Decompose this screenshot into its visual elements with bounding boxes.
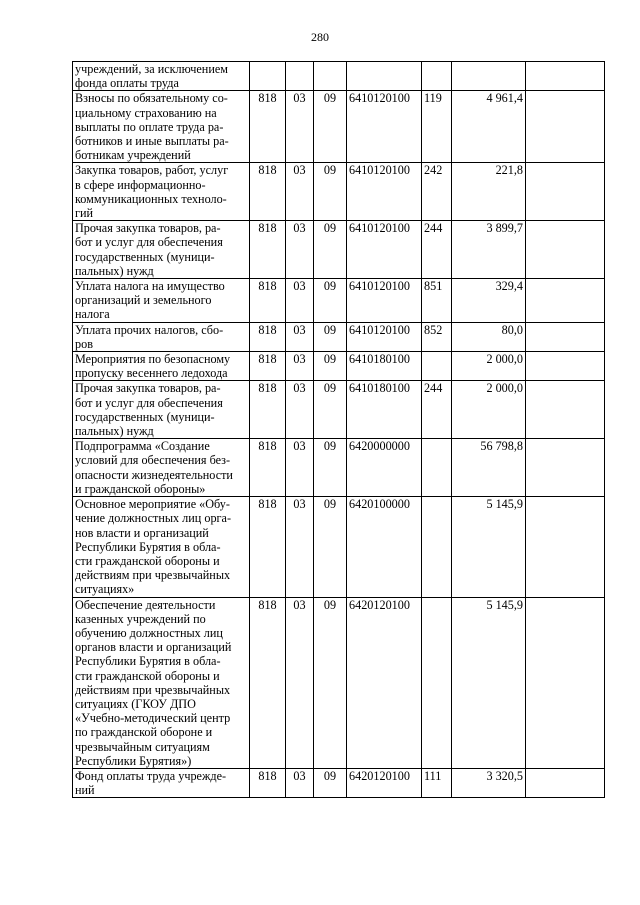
table-row	[73, 62, 605, 91]
section-code-cell: 03	[286, 163, 314, 221]
description-line: пальных) нужд	[75, 424, 154, 439]
description-line: пропуску весеннего ледохода	[75, 366, 228, 381]
description-cell	[73, 322, 250, 351]
empty-trailing-cell	[526, 497, 605, 597]
section-code-cell: 03	[286, 597, 314, 768]
table-row	[73, 221, 605, 279]
empty-trailing-cell	[526, 597, 605, 768]
subsection-code-cell: 09	[314, 439, 347, 497]
amount-cell: 3 899,7	[452, 221, 526, 279]
grbs-code-cell: 818	[250, 768, 286, 797]
subsection-code-cell: 09	[314, 91, 347, 163]
expense-type-code-cell	[422, 497, 452, 597]
target-article-code-cell: 6420120100	[347, 768, 422, 797]
description-line: ров	[75, 336, 93, 351]
subsection-code-cell: 09	[314, 163, 347, 221]
description-line: налога	[75, 307, 110, 322]
description-line: «Учебно-методический центр	[75, 711, 231, 726]
section-code-cell: 03	[286, 381, 314, 439]
target-article-code-cell: 6410180100	[347, 352, 422, 381]
description-line: условий для обеспечения без-	[75, 453, 231, 468]
expense-type-code-cell	[422, 597, 452, 768]
description-line: учреждений, за исключением	[75, 62, 228, 76]
section-code-cell	[286, 62, 314, 91]
empty-trailing-cell	[526, 768, 605, 797]
amount-cell: 3 320,5	[452, 768, 526, 797]
subsection-code-cell	[314, 62, 347, 91]
amount-cell: 2 000,0	[452, 381, 526, 439]
description-line: обучению должностных лиц	[75, 625, 223, 640]
description-line: пальных) нужд	[75, 263, 154, 278]
expense-type-code-cell: 851	[422, 279, 452, 323]
description-line: организаций и земельного	[75, 293, 212, 308]
amount-cell: 2 000,0	[452, 352, 526, 381]
page-number: 280	[311, 30, 329, 44]
table-row	[73, 322, 605, 351]
table-row	[73, 381, 605, 439]
amount-cell	[452, 62, 526, 91]
subsection-code-cell: 09	[314, 768, 347, 797]
description-line: коммуникационных техноло-	[75, 191, 227, 206]
description-line: фонда оплаты труда	[75, 76, 179, 91]
description-cell	[73, 91, 250, 163]
table-row	[73, 352, 605, 381]
description-line: Прочая закупка товаров, ра-	[75, 221, 221, 236]
amount-cell: 4 961,4	[452, 91, 526, 163]
table-row	[73, 163, 605, 221]
description-line: ситуациях (ГКОУ ДПО	[75, 696, 196, 711]
description-line: сти гражданской обороны и	[75, 553, 220, 568]
description-line: государственных (муници-	[75, 409, 215, 424]
grbs-code-cell	[250, 62, 286, 91]
expense-type-code-cell	[422, 352, 452, 381]
description-line: Республики Бурятия»)	[75, 753, 192, 768]
target-article-code-cell: 6410120100	[347, 221, 422, 279]
grbs-code-cell: 818	[250, 439, 286, 497]
grbs-code-cell: 818	[250, 279, 286, 323]
description-line: гий	[75, 206, 94, 221]
subsection-code-cell: 09	[314, 352, 347, 381]
target-article-code-cell: 6410120100	[347, 91, 422, 163]
description-cell	[73, 279, 250, 323]
section-code-cell: 03	[286, 221, 314, 279]
table-row	[73, 439, 605, 497]
amount-cell: 329,4	[452, 279, 526, 323]
empty-trailing-cell	[526, 279, 605, 323]
section-code-cell: 03	[286, 322, 314, 351]
description-line: нов власти и организаций	[75, 525, 209, 540]
description-cell	[73, 352, 250, 381]
description-line: казенных учреждений по	[75, 611, 206, 626]
table-row	[73, 497, 605, 597]
grbs-code-cell: 818	[250, 163, 286, 221]
target-article-code-cell: 6410180100	[347, 381, 422, 439]
amount-cell: 80,0	[452, 322, 526, 351]
description-cell	[73, 381, 250, 439]
target-article-code-cell: 6410120100	[347, 322, 422, 351]
section-code-cell: 03	[286, 279, 314, 323]
description-cell	[73, 597, 250, 768]
empty-trailing-cell	[526, 381, 605, 439]
empty-trailing-cell	[526, 221, 605, 279]
subsection-code-cell: 09	[314, 381, 347, 439]
target-article-code-cell: 6410120100	[347, 279, 422, 323]
description-cell	[73, 439, 250, 497]
budget-table-body	[73, 62, 605, 798]
description-line: ний	[75, 783, 95, 798]
grbs-code-cell: 818	[250, 352, 286, 381]
description-line: в сфере информационно-	[75, 177, 206, 192]
section-code-cell: 03	[286, 497, 314, 597]
description-line: Взносы по обязательному со-	[75, 91, 228, 106]
target-article-code-cell: 6410120100	[347, 163, 422, 221]
amount-cell: 5 145,9	[452, 597, 526, 768]
description-line: Республики Бурятия в обла-	[75, 654, 221, 669]
expense-type-code-cell: 852	[422, 322, 452, 351]
description-line: Республики Бурятия в обла-	[75, 539, 221, 554]
target-article-code-cell: 6420100000	[347, 497, 422, 597]
description-line: выплаты по оплате труда ра-	[75, 119, 224, 134]
description-line: сти гражданской обороны и	[75, 668, 220, 683]
table-row	[73, 597, 605, 768]
grbs-code-cell: 818	[250, 597, 286, 768]
description-line: Обеспечение деятельности	[75, 597, 216, 612]
subsection-code-cell: 09	[314, 497, 347, 597]
description-line: органов власти и организаций	[75, 640, 232, 655]
grbs-code-cell: 818	[250, 322, 286, 351]
description-line: ситуациях»	[75, 582, 135, 597]
grbs-code-cell: 818	[250, 91, 286, 163]
section-code-cell: 03	[286, 439, 314, 497]
description-cell	[73, 497, 250, 597]
description-line: Основное мероприятие «Обу-	[75, 497, 230, 512]
target-article-code-cell	[347, 62, 422, 91]
target-article-code-cell: 6420120100	[347, 597, 422, 768]
description-line: Прочая закупка товаров, ра-	[75, 381, 221, 396]
description-line: по гражданской обороне и	[75, 725, 213, 740]
description-line: ботникам учреждений	[75, 148, 191, 163]
amount-cell: 5 145,9	[452, 497, 526, 597]
empty-trailing-cell	[526, 352, 605, 381]
description-cell	[73, 221, 250, 279]
description-line: опасности жизнедеятельности	[75, 467, 233, 482]
description-line: Подпрограмма «Создание	[75, 439, 210, 454]
table-row	[73, 279, 605, 323]
amount-cell: 56 798,8	[452, 439, 526, 497]
description-line: Уплата прочих налогов, сбо-	[75, 322, 224, 337]
expense-type-code-cell	[422, 439, 452, 497]
empty-trailing-cell	[526, 439, 605, 497]
description-line: чрезвычайным ситуациям	[75, 739, 210, 754]
grbs-code-cell: 818	[250, 497, 286, 597]
subsection-code-cell: 09	[314, 221, 347, 279]
section-code-cell: 03	[286, 352, 314, 381]
grbs-code-cell: 818	[250, 381, 286, 439]
empty-trailing-cell	[526, 62, 605, 91]
description-line: Мероприятия по безопасному	[75, 352, 231, 367]
description-line: действиям при чрезвычайных	[75, 682, 231, 697]
description-cell	[73, 768, 250, 797]
expense-type-code-cell: 111	[422, 768, 452, 797]
description-line: действиям при чрезвычайных	[75, 568, 231, 583]
subsection-code-cell: 09	[314, 322, 347, 351]
description-cell	[73, 62, 250, 91]
expense-type-code-cell: 242	[422, 163, 452, 221]
table-row	[73, 91, 605, 163]
subsection-code-cell: 09	[314, 597, 347, 768]
section-code-cell: 03	[286, 91, 314, 163]
description-line: циальному страхованию на	[75, 105, 217, 120]
section-code-cell: 03	[286, 768, 314, 797]
expense-type-code-cell: 119	[422, 91, 452, 163]
empty-trailing-cell	[526, 322, 605, 351]
description-line: Уплата налога на имущество	[75, 279, 225, 294]
table-row	[73, 768, 605, 797]
description-line: бот и услуг для обеспечения	[75, 395, 223, 410]
amount-cell: 221,8	[452, 163, 526, 221]
expense-type-code-cell	[422, 62, 452, 91]
expense-type-code-cell: 244	[422, 221, 452, 279]
description-line: государственных (муници-	[75, 249, 215, 264]
description-line: Фонд оплаты труда учрежде-	[75, 768, 227, 783]
expense-type-code-cell: 244	[422, 381, 452, 439]
grbs-code-cell: 818	[250, 221, 286, 279]
description-line: Закупка товаров, работ, услуг	[75, 163, 229, 178]
description-line: бот и услуг для обеспечения	[75, 235, 223, 250]
empty-trailing-cell	[526, 163, 605, 221]
description-line: чение должностных лиц орга-	[75, 511, 232, 526]
subsection-code-cell: 09	[314, 279, 347, 323]
description-line: и гражданской обороны»	[75, 481, 206, 496]
empty-trailing-cell	[526, 91, 605, 163]
budget-table	[72, 61, 605, 798]
description-line: ботников и иные выплаты ра-	[75, 134, 229, 149]
target-article-code-cell: 6420000000	[347, 439, 422, 497]
description-cell	[73, 163, 250, 221]
